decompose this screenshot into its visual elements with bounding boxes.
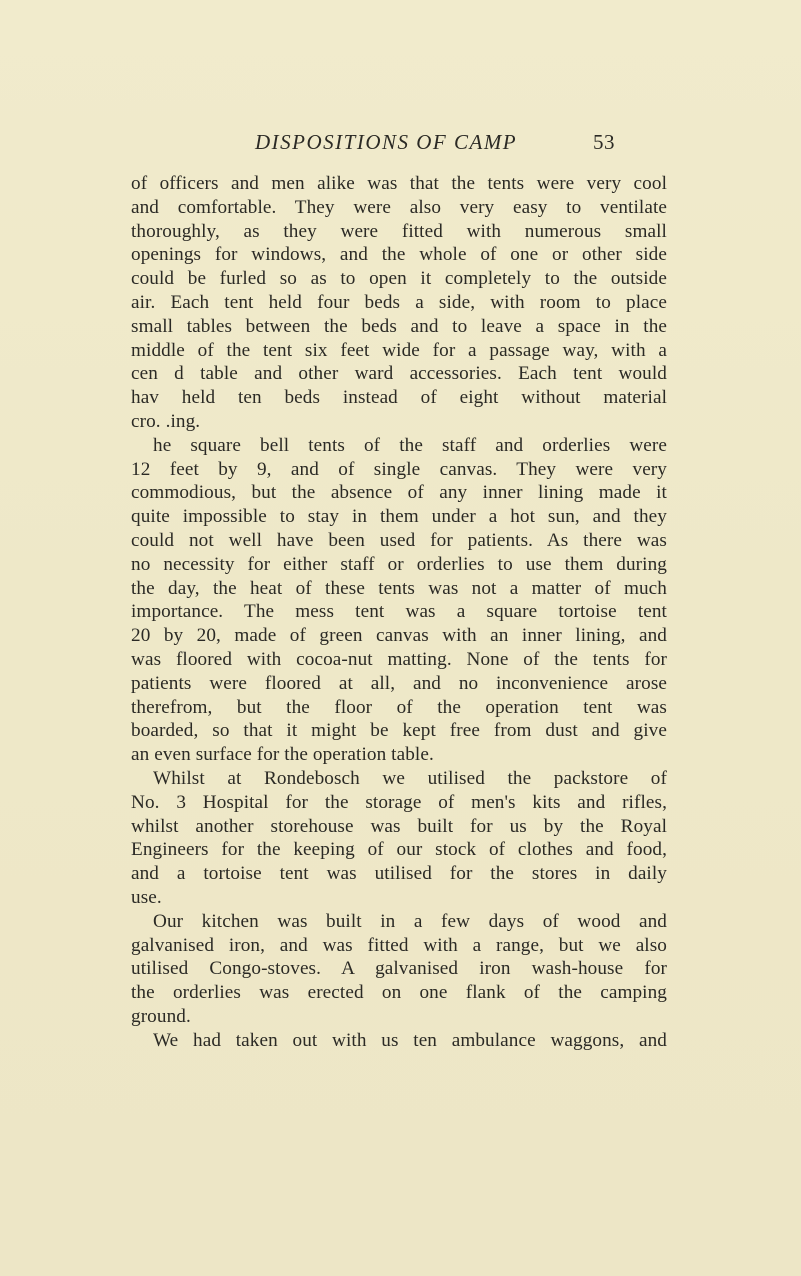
text-line: Whilst at Rondebosch we utilised the packstore of	[153, 767, 667, 789]
text-line: quite impossible to stay in them under a hot sun, and they	[131, 506, 667, 528]
text-line: 20 by 20, made of green canvas with an inner lining, and	[131, 625, 667, 647]
text-line: the orderlies was erected on one flank of the camping	[131, 982, 667, 1004]
text-line: 12 feet by 9, and of single canvas. They were very	[131, 458, 667, 480]
text-line: thoroughly, as they were fitted with numerous small	[131, 220, 667, 242]
text-line: an even surface for the operation table.	[131, 744, 434, 766]
text-line: he square bell tents of the staff and orderlies were	[153, 434, 667, 456]
text-line: whilst another storehouse was built for us by the Royal	[131, 815, 667, 837]
text-line: therefrom, but the floor of the operation tent was	[131, 696, 667, 718]
text-line: No. 3 Hospital for the storage of men's kits and rifles,	[131, 791, 667, 813]
text-line: use.	[131, 886, 162, 908]
body-text	[131, 172, 667, 1052]
text-line: middle of the tent six feet wide for a passage way, with a	[131, 339, 667, 361]
text-line: small tables between the beds and to leave a space in the	[131, 315, 667, 337]
text-line: galvanised iron, and was fitted with a range, but we also	[131, 934, 667, 956]
text-line: air. Each tent held four beds a side, with room to place	[131, 291, 667, 313]
text-line: We had taken out with us ten ambulance waggons, and	[153, 1029, 667, 1051]
text-line: hav held ten beds instead of eight without material	[131, 387, 667, 409]
text-line: and comfortable. They were also very easy to ventilate	[131, 196, 667, 218]
text-line: could be furled so as to open it completely to the outside	[131, 268, 667, 290]
text-line: openings for windows, and the whole of one or other side	[131, 244, 667, 266]
text-line: Engineers for the keeping of our stock of clothes and food,	[131, 839, 667, 861]
running-title: DISPOSITIONS OF CAMP	[255, 130, 518, 154]
text-line: cro. .ing.	[131, 410, 201, 432]
text-line: utilised Congo-stoves. A galvanised iron wash-house for	[131, 958, 667, 980]
text-line: and a tortoise tent was utilised for the stores in daily	[131, 863, 667, 885]
text-line: was floored with cocoa-nut matting. None of the tents for	[131, 648, 667, 670]
running-header	[255, 130, 615, 156]
page-number: 53	[593, 130, 615, 154]
text-line: ground.	[131, 1005, 191, 1027]
text-line: Our kitchen was built in a few days of wood and	[153, 910, 667, 932]
text-line: importance. The mess tent was a square tortoise tent	[131, 601, 667, 623]
text-line: boarded, so that it might be kept free from dust and give	[131, 720, 667, 742]
text-line: no necessity for either staff or orderlies to use them during	[131, 553, 667, 575]
text-line: patients were floored at all, and no inconvenience arose	[131, 672, 667, 694]
text-line: commodious, but the absence of any inner lining made it	[131, 482, 667, 504]
text-line: could not well have been used for patients. As there was	[131, 529, 667, 551]
text-line: cen d table and other ward accessories. Each tent would	[131, 363, 667, 385]
text-line: of officers and men alike was that the tents were very cool	[131, 173, 667, 194]
text-line: the day, the heat of these tents was not a matter of much	[131, 577, 667, 599]
